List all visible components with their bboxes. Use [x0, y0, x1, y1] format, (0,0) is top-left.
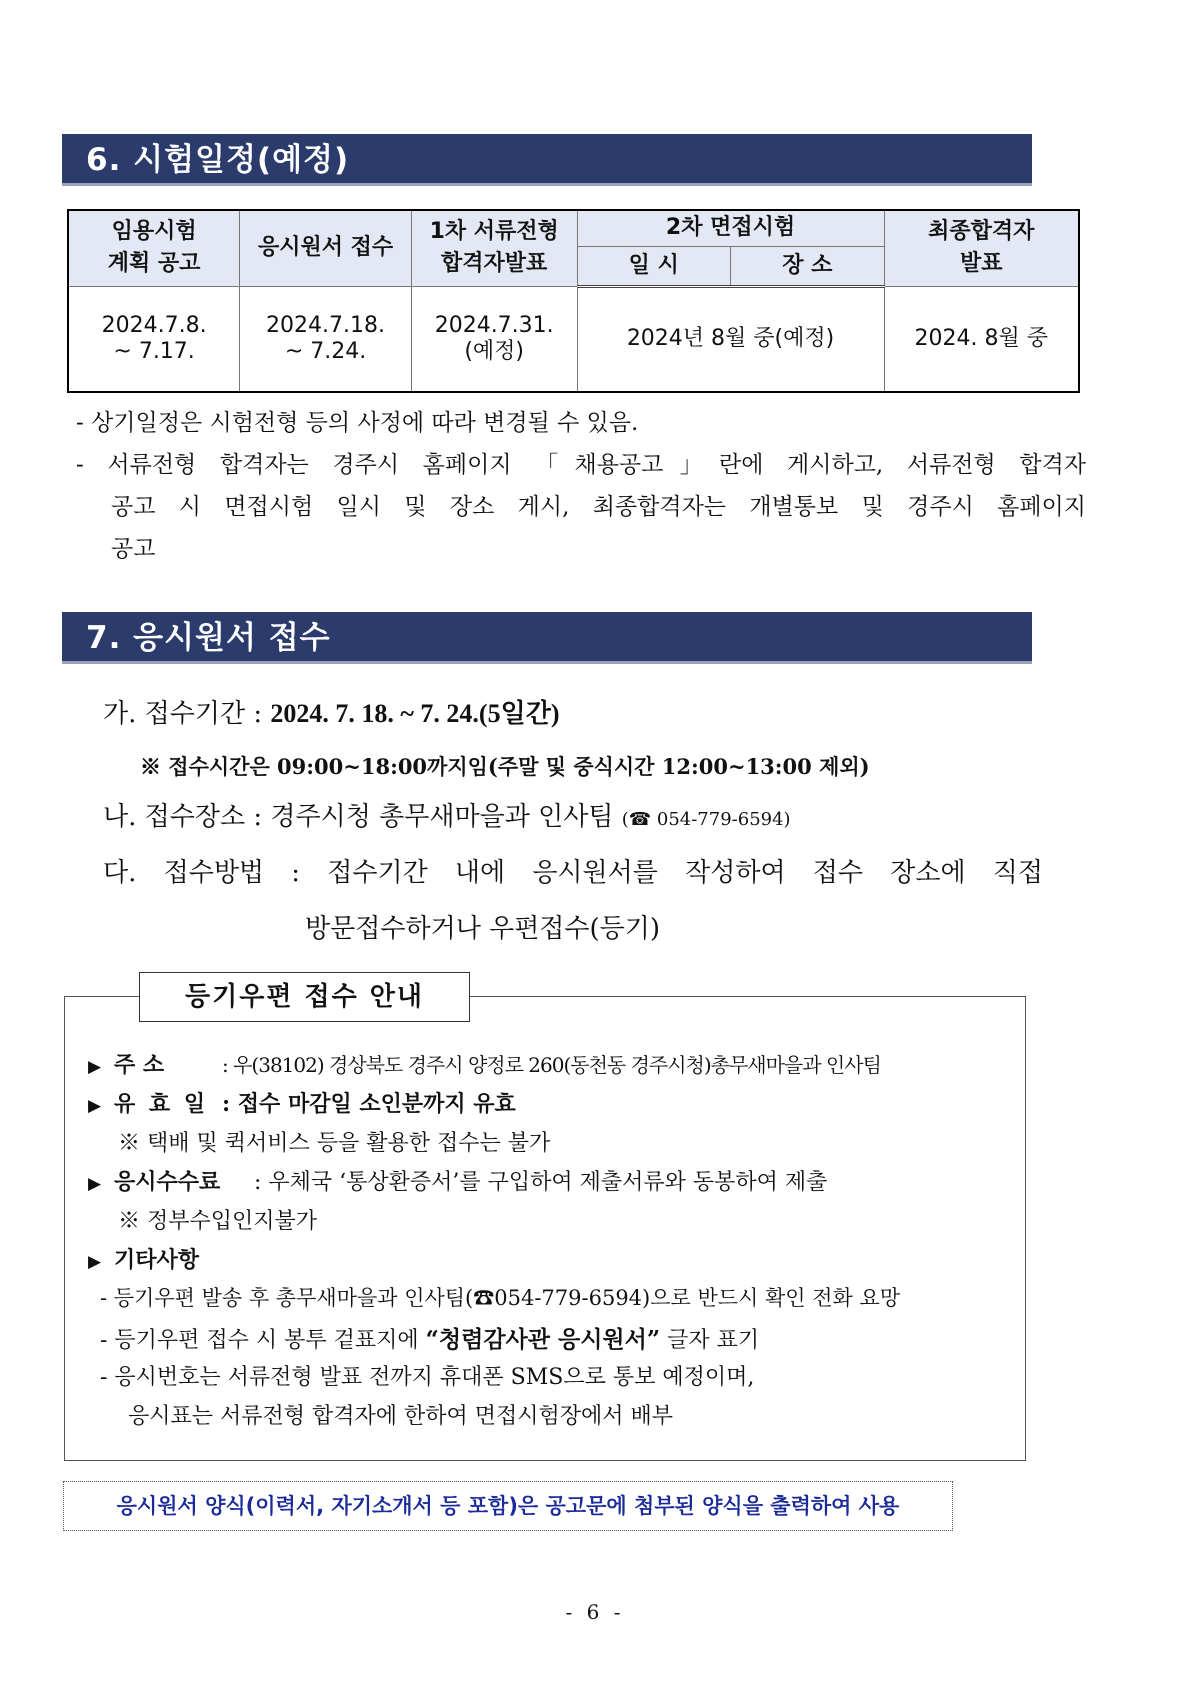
triangle-bullet-icon: ▶ — [88, 1174, 102, 1194]
receipt-method: 다. 접수방법 : 접수기간 내에 응시원서를 작성하여 접수 장소에 직접 — [103, 858, 1043, 888]
mail-etc-2: - 등기우편 접수 시 봉투 겉표지에 “청렴감사관 응시원서” 글자 표기 — [100, 1326, 760, 1353]
cell-document-result: 2024.7.31. (예정) — [411, 286, 577, 392]
mail-etc-1: - 등기우편 발송 후 총무새마을과 인사팀(☎054-779-6594)으로 반드시 확인 전화 요망 — [100, 1286, 901, 1310]
mail-validity-note: ※ 택배 및 퀵서비스 등을 활용한 접수는 불가 — [118, 1131, 551, 1156]
receipt-method-cont: 방문접수하거나 우편접수(등기) — [305, 914, 661, 944]
mail-etc-3-cont: 응시표는 서류전형 합격자에 한하여 면접시험장에서 배부 — [128, 1404, 674, 1429]
header-interview-datetime: 일 시 — [577, 246, 731, 286]
triangle-bullet-icon: ▶ — [88, 1252, 102, 1272]
section-7-title: 7. 응시원서 접수 — [62, 612, 1032, 664]
mail-etc: ▶ 기타사항 — [88, 1247, 200, 1273]
cell-final-result: 2024. 8월 중 — [884, 286, 1079, 392]
mail-fee-note: ※ 정부수입인지불가 — [118, 1209, 318, 1234]
mail-validity: ▶ 유 효 일 : 접수 마감일 소인분까지 유효 — [88, 1091, 516, 1117]
schedule-note-2: - 서류전형 합격자는 경주시 홈페이지 「채용공고」란에 게시하고, 서류전형 합격자 — [76, 452, 1086, 478]
schedule-note-1: - 상기일정은 시험전형 등의 사정에 따라 변경될 수 있음. — [76, 410, 639, 436]
exam-schedule-table — [67, 209, 1080, 393]
page-number: - 6 - — [565, 1600, 625, 1624]
cell-announcement: 2024.7.8. ~ 7.17. — [68, 286, 240, 392]
mail-fee: ▶ 응시수수료 : 우체국 ‘통상환증서’를 구입하여 제출서류와 동봉하여 제출 — [88, 1169, 828, 1195]
section-6-title: 6. 시험일정(예정) — [62, 134, 1032, 186]
triangle-bullet-icon: ▶ — [88, 1096, 102, 1116]
header-interview: 2차 면접시험 — [577, 210, 884, 246]
header-final-result: 최종합격자 발표 — [884, 210, 1079, 286]
mail-address: ▶ 주 소 : 우(38102) 경상북도 경주시 양정로 260(동천동 경주시청)총무새마을과 인사팀 — [88, 1052, 881, 1078]
schedule-note-2-cont: 공고 시 면접시험 일시 및 장소 게시, 최종합격자는 개별통보 및 경주시 홈페이지 — [111, 494, 1086, 520]
application-form-note: 응시원서 양식(이력서, 자기소개서 등 포함)은 공고문에 첨부된 양식을 출력하여 사용 — [63, 1481, 953, 1531]
header-application: 응시원서 접수 — [240, 210, 412, 286]
receipt-period: 가. 접수기간 : 2024. 7. 18. ~ 7. 24.(5일간) — [103, 699, 560, 729]
schedule-note-2-end: 공고 — [111, 536, 156, 562]
cell-interview: 2024년 8월 중(예정) — [577, 286, 884, 392]
receipt-place: 나. 접수장소 : 경주시청 총무새마을과 인사팀 (☎ 054-779-6594) — [103, 802, 791, 832]
cell-application: 2024.7.18. ~ 7.24. — [240, 286, 412, 392]
header-announcement: 임용시험 계획 공고 — [68, 210, 240, 286]
triangle-bullet-icon: ▶ — [88, 1057, 102, 1077]
header-interview-place: 장 소 — [731, 246, 885, 286]
header-document-result: 1차 서류전형 합격자발표 — [411, 210, 577, 286]
receipt-hours-note: ※ 접수시간은 09:00~18:00까지임(주말 및 중식시간 12:00~13:00 제외) — [140, 754, 870, 779]
mail-etc-3: - 응시번호는 서류전형 발표 전까지 휴대폰 SMS으로 통보 예정이며, — [100, 1365, 755, 1390]
registered-mail-title: 등기우편 접수 안내 — [139, 972, 470, 1022]
